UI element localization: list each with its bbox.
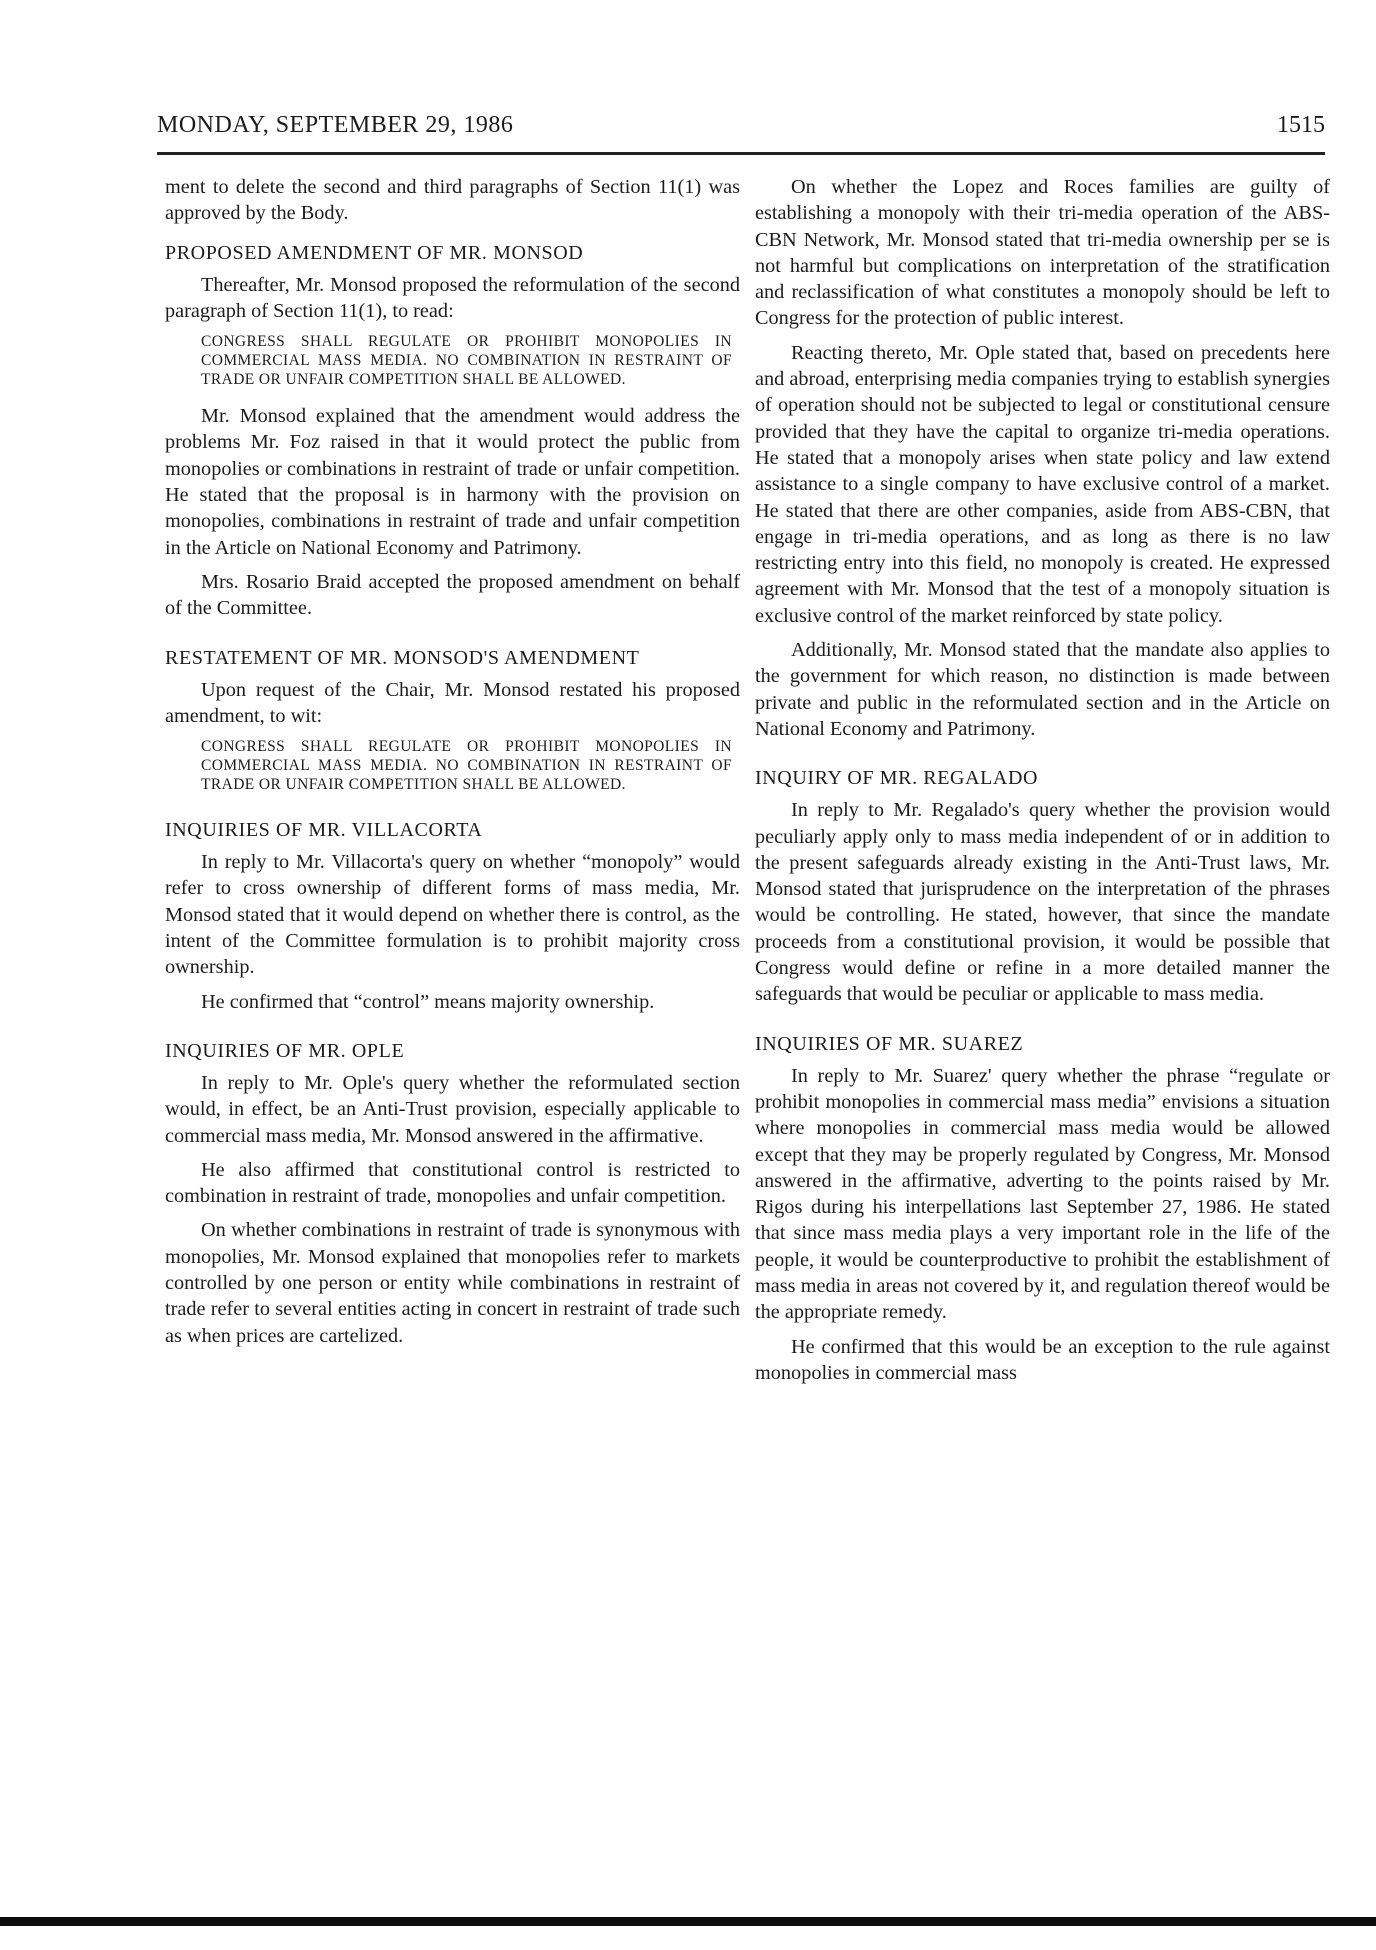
page-header (157, 108, 1325, 148)
paragraph: Mrs. Rosario Braid accepted the proposed amendment on behalf of the Committee. (165, 570, 740, 620)
paragraph: On whether combinations in restraint of trade is synonymous with monopolies, Mr. Monsod explained that monopolies refer to markets controlled by one person or entity while combinations in restraint of trade refer to several entities acting in concert in restraint of trade such as when prices are cartelized. (165, 1219, 740, 1347)
paragraph: In reply to Mr. Ople's query whether the reformulated section would, in effect, be an Anti-Trust provision, especially applicable to commercial mass media, Mr. Monsod answered in the affirmative. (165, 1071, 740, 1147)
left-column (165, 174, 740, 1357)
paragraph: He confirmed that this would be an exception to the rule against monopolies in commercial mass (755, 1335, 1330, 1384)
section-heading: RESTATEMENT OF MR. MONSOD'S AMENDMENT (165, 646, 640, 669)
paragraph: Reacting thereto, Mr. Ople stated that, based on precedents here and abroad, enterprising media companies trying to establish synergies of operation should not be subjected to legal or constitutional censure provided that they have the capital to organize tri-media operations. He stated that a monopoly arises when state policy and law extend assistance to a single company to have exclusive control of a market. He stated that there are other companies, aside from ABS-CBN, that engage in tri-media operations, and as long as there is no law restricting entry into this field, no monopoly is created. He expressed agreement with Mr. Monsod that the test of a monopoly situation is exclusive control of the market reinforced by state policy. (755, 341, 1330, 627)
quoted-amendment: CONGRESS SHALL REGULATE OR PROHIBIT MONOPOLIES IN COMMERCIAL MASS MEDIA. NO COMBINATION IN RESTRAINT OF TRADE OR UNFAIR COMPETITION SHALL BE ALLOWED. (201, 738, 732, 794)
section-heading: INQUIRIES OF MR. OPLE (165, 1039, 405, 1062)
quoted-amendment: CONGRESS SHALL REGULATE OR PROHIBIT MONOPOLIES IN COMMERCIAL MASS MEDIA. NO COMBINATION IN RESTRAINT OF TRADE OR UNFAIR COMPETITION SHALL BE ALLOWED. (201, 333, 732, 389)
paragraph: ment to delete the second and third paragraphs of Section 11(1) was approved by the Body. (165, 176, 740, 225)
page-date: MONDAY, SEPTEMBER 29, 1986 (157, 112, 514, 138)
section-heading: PROPOSED AMENDMENT OF MR. MONSOD (165, 241, 584, 264)
page-number: 1515 (1277, 112, 1325, 138)
paragraph: In reply to Mr. Regalado's query whether the provision would peculiarly apply only to mass media independent of or in addition to the present safeguards already existing in the Anti-Trust laws, Mr. Monsod stated that jurisprudence on the interpretation of the phrases would be controlling. He stated, however, that since the mandate proceeds from a constitutional provision, it would be possible that Congress would define or refine in a more detailed manner the safeguards that would be peculiar or applicable to mass media. (755, 799, 1330, 1006)
section-heading: INQUIRY OF MR. REGALADO (755, 767, 1039, 790)
right-column (755, 174, 1330, 1394)
paragraph: He confirmed that “control” means majority ownership. (201, 990, 655, 1013)
paragraph: In reply to Mr. Suarez' query whether the phrase “regulate or prohibit monopolies in commercial mass media” envisions a situation where monopolies in commercial mass media would be allowed except that they may be properly regulated by Congress, Mr. Monsod answered in the affirmative, adverting to the points raised by Mr. Rigos during his interpellations last September 27, 1986. He stated that since mass media plays a very important role in the life of the people, it would be counterproductive to prohibit the establishment of mass media in areas not covered by it, and regulation thereof would be the appropriate remedy. (755, 1064, 1330, 1324)
scan-bottom-bar (0, 1917, 1376, 1926)
section-heading: INQUIRIES OF MR. VILLACORTA (165, 819, 483, 842)
paragraph: He also affirmed that constitutional control is restricted to combination in restraint of trade, monopolies and unfair competition. (165, 1158, 740, 1208)
paragraph: In reply to Mr. Villacorta's query on whether “monopoly” would refer to cross ownership of different forms of mass media, Mr. Monsod stated that it would depend on whether there is control, as the intent of the Committee formulation is to prohibit majority cross ownership. (165, 851, 740, 979)
paragraph: Thereafter, Mr. Monsod proposed the reformulation of the second paragraph of Section 11(1), to read: (165, 273, 740, 322)
paragraph: Mr. Monsod explained that the amendment would address the problems Mr. Foz raised in that it would protect the public from monopolies or combinations in restraint of trade or unfair competition. He stated that the proposal is in harmony with the provision on monopolies, combinations in restraint of trade and unfair competition in the Article on National Economy and Patrimony. (165, 405, 740, 559)
header-rule (157, 152, 1325, 155)
paragraph: Additionally, Mr. Monsod stated that the mandate also applies to the government for which reason, no distinction is made between private and public in the reformulated section and in the Article on National Economy and Patrimony. (755, 639, 1330, 740)
section-heading: INQUIRIES OF MR. SUAREZ (755, 1032, 1024, 1055)
paragraph: On whether the Lopez and Roces families are guilty of establishing a monopoly with their tri-media operation of the ABS-CBN Network, Mr. Monsod stated that tri-media ownership per se is not harmful but complications on interpretation of the stratification and reclassification of what constitutes a monopoly should be left to Congress for the protection of public interest. (755, 176, 1330, 330)
paragraph: Upon request of the Chair, Mr. Monsod restated his proposed amendment, to wit: (165, 678, 740, 727)
